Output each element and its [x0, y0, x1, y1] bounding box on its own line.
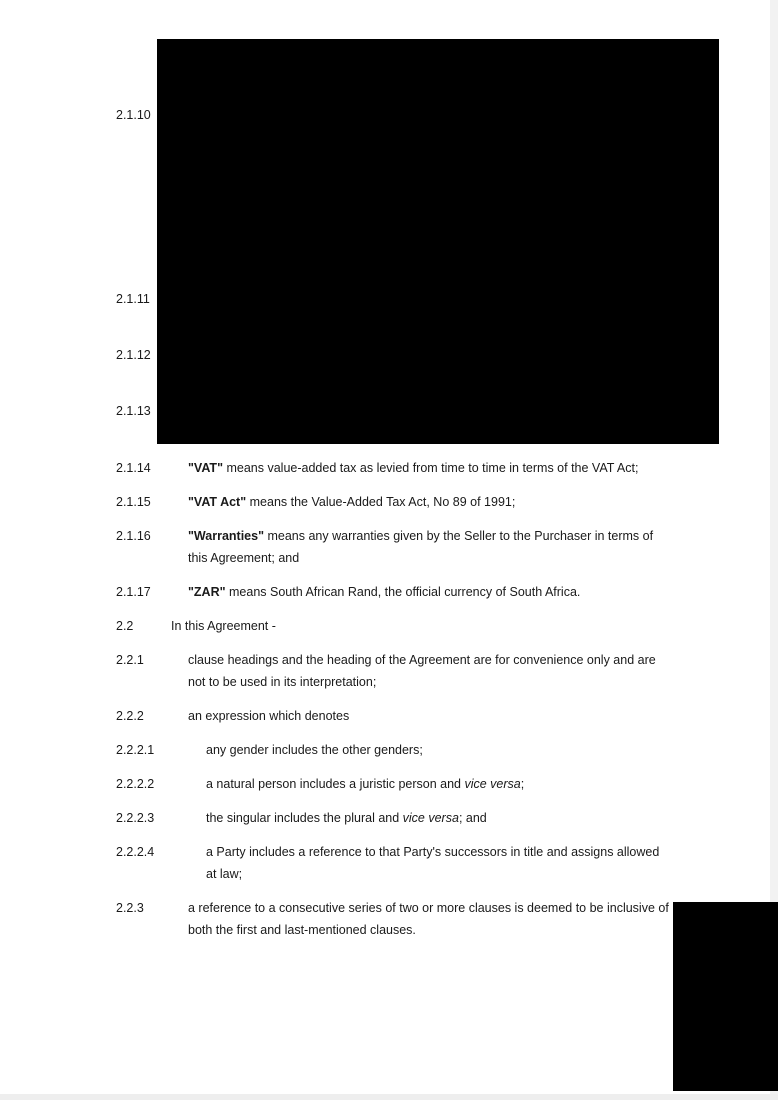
- clause-number: 2.1.16: [116, 529, 151, 543]
- defined-term: "ZAR": [188, 585, 226, 599]
- clause-text: a Party includes a reference to that Party's successors in title and assigns allowed at law;: [206, 845, 660, 881]
- defined-term: "Warranties": [188, 529, 264, 543]
- clause-text: any gender includes the other genders;: [206, 743, 423, 757]
- clause-number: 2.1.13: [116, 404, 151, 418]
- clause-text: a natural person includes a juristic person and vice versa;: [206, 777, 525, 791]
- clause-number: 2.2.2.2: [116, 777, 155, 791]
- clause-text: clause headings and the heading of the Agreement are for convenience only and are not to be used in its interpretation;: [188, 653, 656, 689]
- clause-number: 2.2.2: [116, 709, 144, 723]
- clause-number: 2.1.17: [116, 585, 151, 599]
- clause-number: 2.2.3: [116, 901, 144, 915]
- clause-number: 2.2.2.4: [116, 845, 155, 859]
- clause-text: "ZAR" means South African Rand, the official currency of South Africa.: [188, 585, 581, 599]
- defined-term: "VAT Act": [188, 495, 247, 509]
- clause-number: 2.1.11: [116, 292, 150, 306]
- clause-number: 2.1.10: [116, 108, 151, 122]
- page-edge-bottom: [0, 1094, 778, 1100]
- clause-number: 2.2.2.3: [116, 811, 155, 825]
- clause-number: 2.2.2.1: [116, 743, 155, 757]
- clause-text: "VAT" means value-added tax as levied from time to time in terms of the VAT Act;: [188, 461, 639, 475]
- clause-text: In this Agreement -: [171, 619, 276, 633]
- clause-text: "VAT Act" means the Value-Added Tax Act, No 89 of 1991;: [188, 495, 516, 509]
- clause-number: 2.1.14: [116, 461, 151, 475]
- clause-number: 2.2.1: [116, 653, 144, 667]
- clause-number: 2.1.12: [116, 348, 151, 362]
- clause-text: an expression which denotes: [188, 709, 350, 723]
- clause-text: "Warranties" means any warranties given by the Seller to the Purchaser in terms of this Agreement; and: [188, 529, 654, 565]
- clause-number: 2.2: [116, 619, 134, 633]
- redaction-block: [673, 902, 778, 1091]
- defined-term: "VAT": [188, 461, 223, 475]
- redaction-block: [157, 39, 719, 444]
- clause-text: a reference to a consecutive series of two or more clauses is deemed to be inclusive of both the first and last-mentioned clauses.: [188, 901, 669, 937]
- clause-text: the singular includes the plural and vice versa; and: [206, 811, 487, 825]
- clause-number: 2.1.15: [116, 495, 151, 509]
